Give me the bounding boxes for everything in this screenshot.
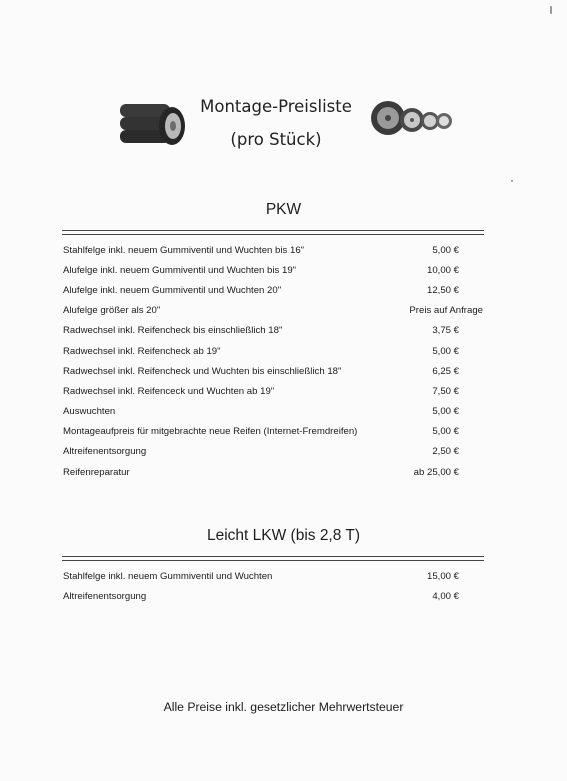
- item-price: 5,00 €: [432, 345, 459, 357]
- item-label: Radwechsel inkl. Reifencheck bis einschließlich 18": [63, 325, 283, 337]
- item-label: Reifenreparatur: [63, 466, 130, 478]
- item-price: 5,00 €: [432, 244, 459, 256]
- table-row: [63, 586, 483, 606]
- item-price: 5,00 €: [432, 406, 459, 418]
- table-row: [63, 280, 483, 300]
- item-price: 7,50 €: [432, 385, 459, 397]
- item-label: Radwechsel inkl. Reifenceck und Wuchten ab 19": [63, 385, 275, 397]
- item-label: Alufelge größer als 20": [63, 305, 161, 317]
- item-price: 3,75 €: [432, 325, 459, 337]
- table-row: [63, 301, 483, 321]
- table-row: [63, 260, 483, 280]
- page-title: [186, 90, 366, 156]
- title-line-1: Montage-Preisliste: [200, 97, 352, 116]
- title-line-2: (pro Stück): [230, 130, 322, 149]
- item-price: 10,00 €: [426, 264, 459, 276]
- item-price: 2,50 €: [432, 446, 459, 458]
- item-price: 12,50 €: [426, 284, 459, 296]
- section-title-lkw: Leicht LKW (bis 2,8 T): [206, 527, 361, 544]
- pkw-price-table: [63, 240, 483, 482]
- section-title-pkw: PKW: [265, 201, 302, 218]
- table-row: [63, 361, 483, 381]
- item-price: Preis auf Anfrage: [409, 305, 483, 317]
- item-label: Alufelge inkl. neuem Gummiventil und Wuchten bis 19": [63, 264, 297, 276]
- table-row: [63, 240, 483, 260]
- table-row: [63, 321, 483, 341]
- rims-row-icon: [370, 94, 454, 142]
- table-row: [63, 462, 483, 482]
- table-row: [63, 402, 483, 422]
- table-row: [63, 422, 483, 442]
- table-row: [63, 381, 483, 401]
- table-row: [63, 566, 483, 586]
- item-price: 15,00 €: [426, 570, 459, 582]
- item-label: Stahlfelge inkl. neuem Gummiventil und Wuchten: [63, 570, 273, 582]
- scan-speck: [550, 6, 552, 14]
- item-price: 4,00 €: [432, 590, 459, 602]
- scan-speck: [511, 180, 513, 182]
- stacked-tires-icon: [116, 100, 188, 146]
- item-price: 6,25 €: [432, 365, 459, 377]
- item-label: Montageaufpreis für mitgebrachte neue Reifen (Internet-Fremdreifen): [63, 426, 358, 438]
- item-label: Stahlfelge inkl. neuem Gummiventil und Wuchten bis 16": [63, 244, 305, 256]
- item-price: 5,00 €: [432, 426, 459, 438]
- lkw-price-table: [63, 566, 483, 606]
- divider-lkw: [62, 556, 484, 561]
- item-label: Radwechsel inkl. Reifencheck ab 19": [63, 345, 221, 357]
- item-label: Auswuchten: [63, 406, 116, 418]
- table-row: [63, 341, 483, 361]
- item-price: ab 25,00 €: [413, 466, 459, 478]
- item-label: Radwechsel inkl. Reifencheck und Wuchten bis einschließlich 18": [63, 365, 342, 377]
- vat-note: Alle Preise inkl. gesetzlicher Mehrwertsteuer: [163, 700, 404, 714]
- item-label: Altreifenentsorgung: [63, 446, 147, 458]
- table-row: [63, 442, 483, 462]
- item-label: Altreifenentsorgung: [63, 590, 147, 602]
- item-label: Alufelge inkl. neuem Gummiventil und Wuchten 20": [63, 284, 282, 296]
- divider-pkw: [62, 230, 484, 235]
